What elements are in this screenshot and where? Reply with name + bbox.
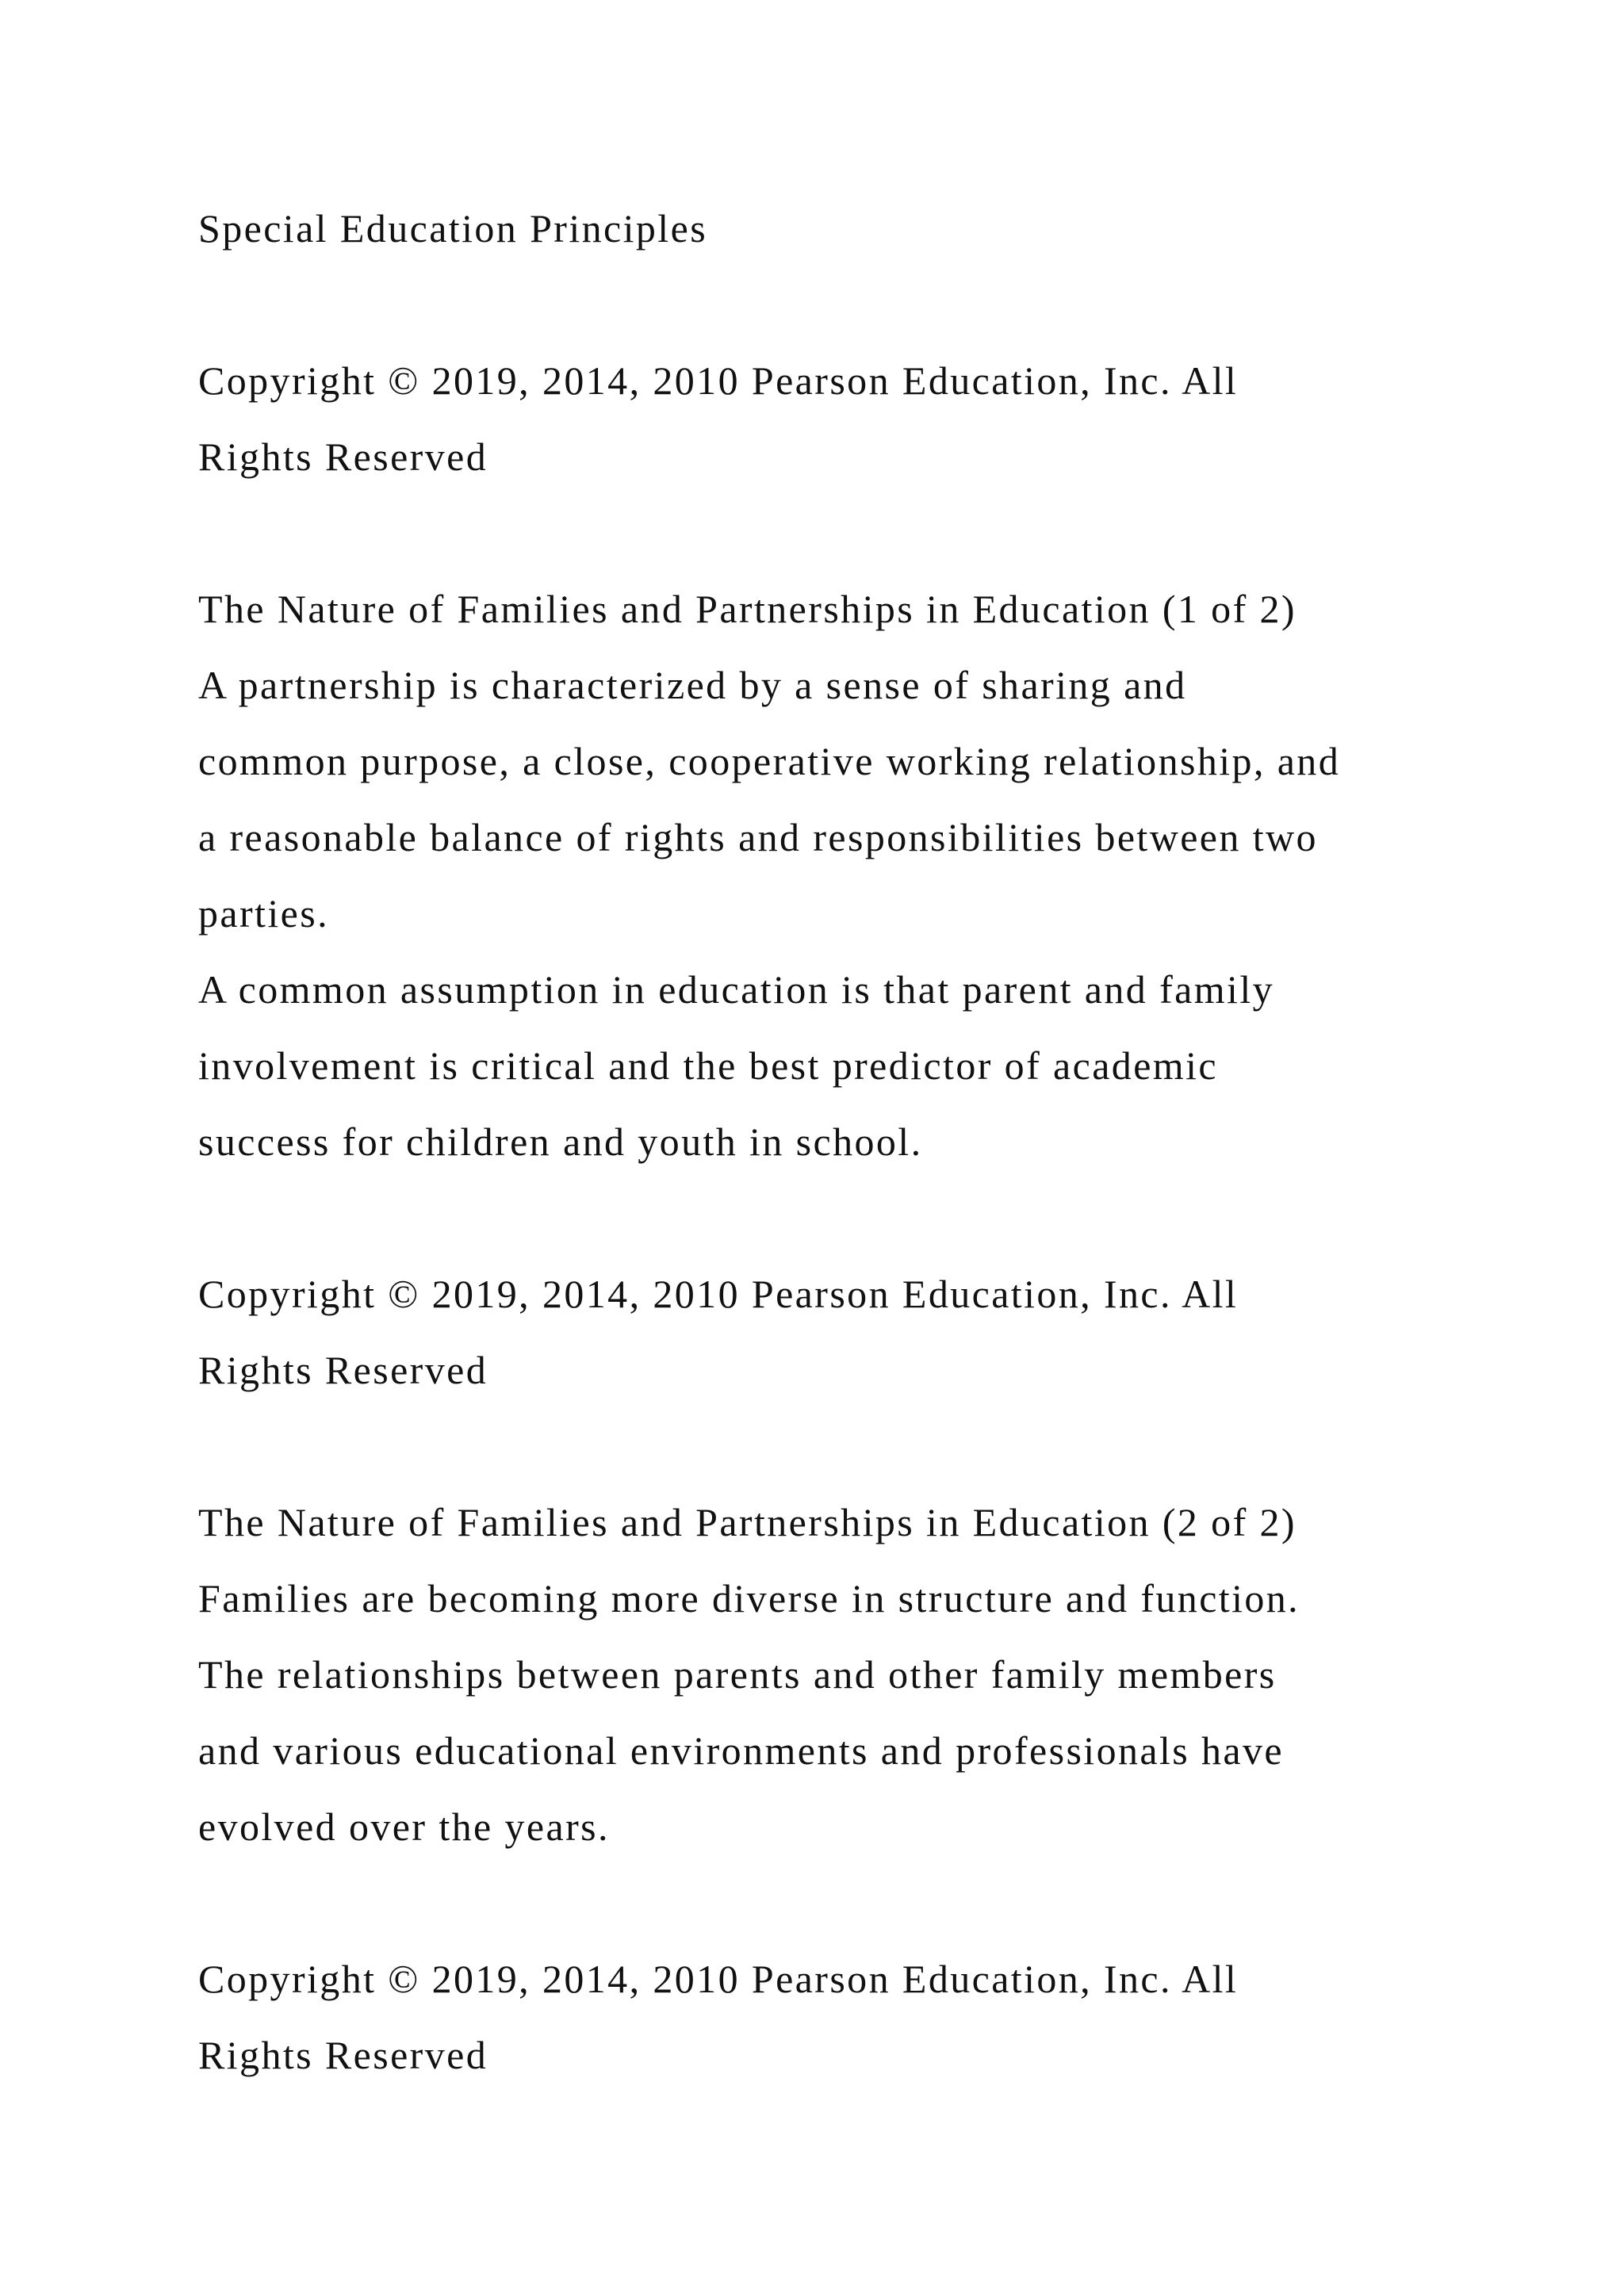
document-title: Special Education Principles [198,206,708,251]
paragraph [198,951,1499,1180]
spacer [198,495,1499,571]
copyright-line: Copyright © 2019, 2014, 2010 Pearson Education, Inc. All [198,1272,1239,1316]
text-line: Families are becoming more diverse in structure and function. [198,1576,1300,1621]
copyright-line: Rights Reserved [198,1348,488,1392]
text-line: success for children and youth in school. [198,1119,923,1164]
paragraph [198,1636,1499,1865]
spacer [198,1408,1499,1484]
section-heading: The Nature of Families and Partnerships in Education (2 of 2) [198,1500,1297,1544]
text-line: common purpose, a close, cooperative working relationship, and [198,739,1341,783]
text-line: A common assumption in education is that parent and family [198,967,1275,1012]
paragraph [198,647,1499,951]
copyright-line: Rights Reserved [198,2033,488,2077]
section-2 [198,1484,1499,1865]
text-line: The relationships between parents and other family members [198,1652,1277,1697]
text-line: parties. [198,891,329,936]
section-heading: The Nature of Families and Partnerships in Education (1 of 2) [198,587,1297,631]
copyright-line: Copyright © 2019, 2014, 2010 Pearson Education, Inc. All [198,1957,1239,2001]
spacer [198,266,1499,342]
copyright-line: Rights Reserved [198,434,488,479]
paragraph [198,1560,1499,1636]
section-1 [198,571,1499,1180]
text-line: involvement is critical and the best predictor of academic [198,1043,1218,1088]
copyright-line: Copyright © 2019, 2014, 2010 Pearson Education, Inc. All [198,358,1239,403]
document-page [198,190,1499,2093]
copyright-notice [198,342,1499,495]
text-line: evolved over the years. [198,1804,610,1849]
copyright-notice [198,1941,1499,2093]
spacer [198,1865,1499,1941]
text-line: and various educational environments and professionals have [198,1728,1285,1773]
text-line: a reasonable balance of rights and responsibilities between two [198,815,1318,859]
copyright-notice [198,1256,1499,1408]
text-line: A partnership is characterized by a sense of sharing and [198,663,1187,707]
spacer [198,1180,1499,1256]
